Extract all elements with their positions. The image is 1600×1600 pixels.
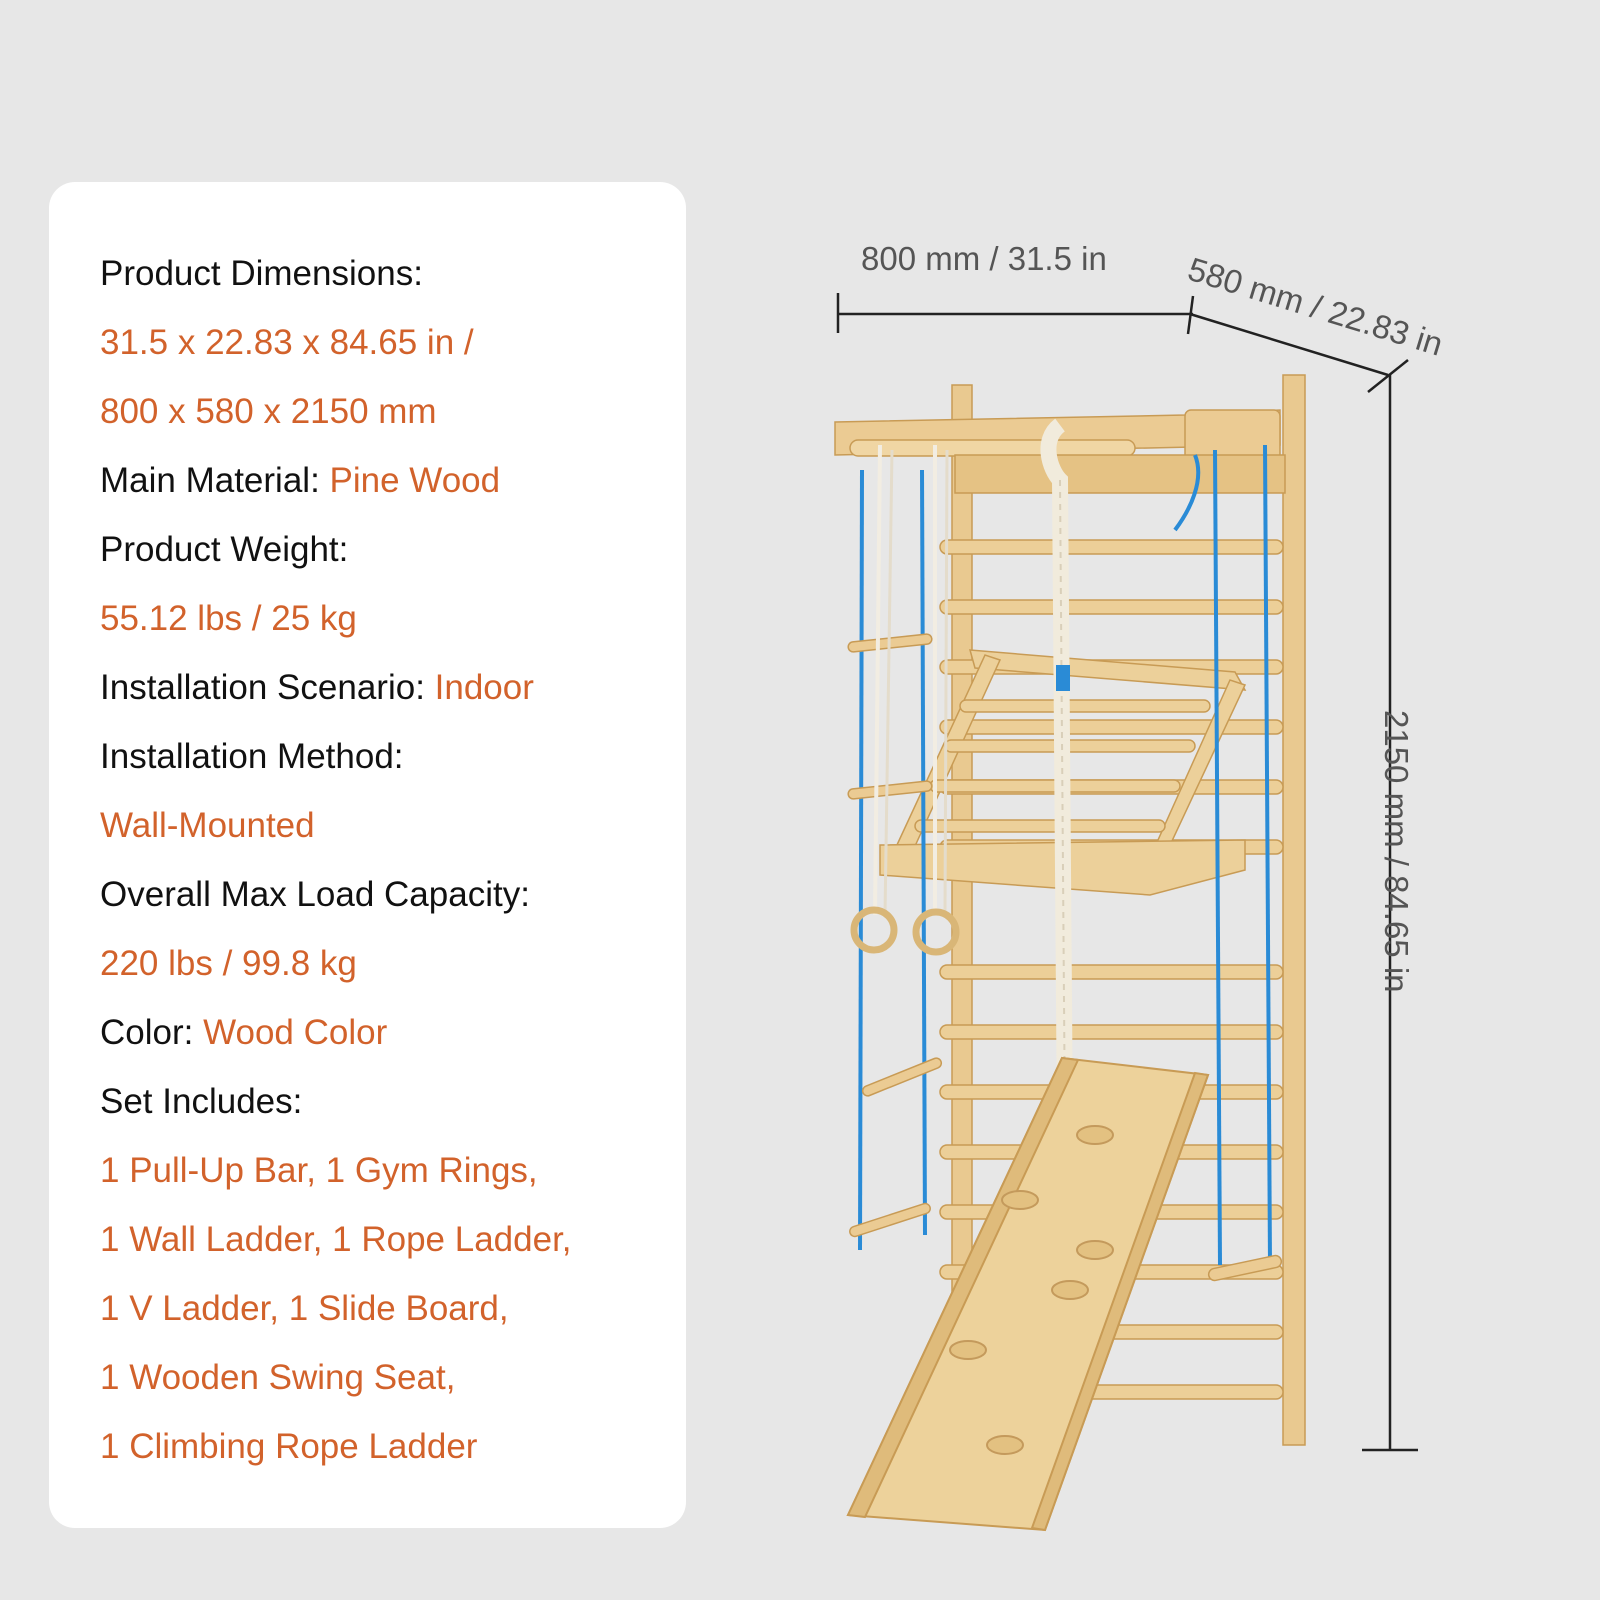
spec-dimensions-label: Product Dimensions: [100,254,423,293]
spec-load-label: Overall Max Load Capacity: [100,875,530,914]
spec-dimensions-mm: 800 x 580 x 2150 mm [100,392,437,431]
spec-weight-value: 55.12 lbs / 25 kg [100,599,357,638]
spec-set-item: 1 Wooden Swing Seat, [100,1358,456,1397]
spec-load-value: 220 lbs / 99.8 kg [100,944,357,983]
spec-set-item: 1 Wall Ladder, 1 Rope Ladder, [100,1220,572,1259]
spec-material: Main Material: Pine Wood [100,461,501,500]
slide-board [848,1058,1208,1530]
spec-set-item: 1 V Ladder, 1 Slide Board, [100,1289,509,1328]
spec-weight-label: Product Weight: [100,530,349,569]
spec-scenario: Installation Scenario: Indoor [100,668,534,707]
spec-set-label: Set Includes: [100,1082,303,1121]
spec-set-item: 1 Pull-Up Bar, 1 Gym Rings, [100,1151,538,1190]
spec-method-value: Wall-Mounted [100,806,315,845]
spec-color: Color: Wood Color [100,1013,388,1052]
dimension-height-label: 2150 mm / 84.65 in [1378,710,1415,993]
dimension-depth-label: 580 mm / 22.83 in [1183,250,1448,363]
spec-method-label: Installation Method: [100,737,404,776]
dimension-width-label: 800 mm / 31.5 in [861,240,1107,277]
spec-set-item: 1 Climbing Rope Ladder [100,1427,478,1466]
spec-dimensions-in: 31.5 x 22.83 x 84.65 in / [100,323,474,362]
